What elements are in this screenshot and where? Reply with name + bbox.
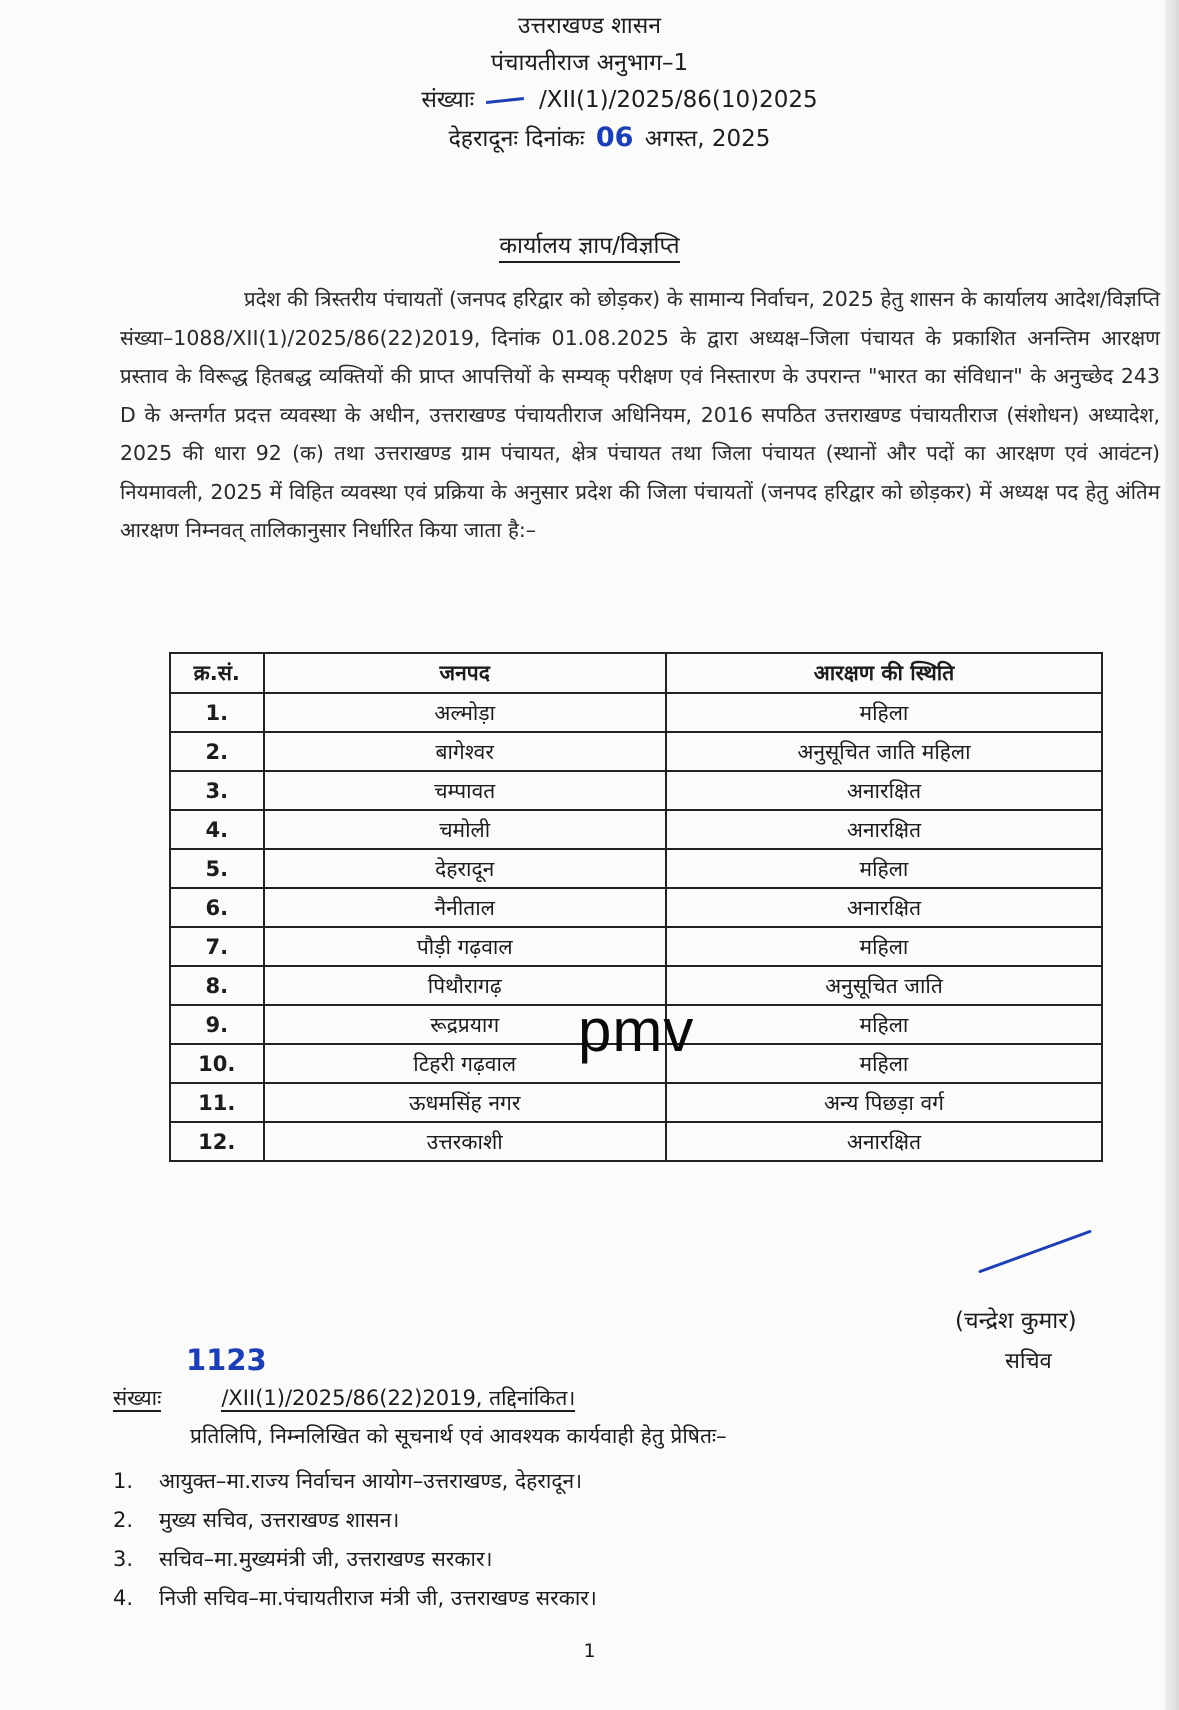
cell-status: अनुसूचित जाति महिला xyxy=(666,732,1102,771)
government-name: उत्तराखण्ड शासन xyxy=(517,13,662,39)
list-number: 4. xyxy=(113,1586,134,1610)
copy-list xyxy=(113,1462,597,1618)
cell-district: अल्मोड़ा xyxy=(264,693,666,732)
cell-sn: 7. xyxy=(170,927,264,966)
list-item xyxy=(113,1501,597,1540)
table-row xyxy=(170,810,1102,849)
cell-district: चमोली xyxy=(264,810,666,849)
cell-status: महिला xyxy=(666,1044,1102,1083)
list-text: आयुक्त–मा.राज्य निर्वाचन आयोग–उत्तराखण्ड, देहरादून। xyxy=(159,1469,583,1493)
cell-sn: 8. xyxy=(170,966,264,1005)
cell-sn: 11. xyxy=(170,1083,264,1122)
cell-sn: 10. xyxy=(170,1044,264,1083)
cell-status: अनारक्षित xyxy=(666,771,1102,810)
copy-ref-label: संख्याः xyxy=(113,1386,162,1410)
cell-sn: 2. xyxy=(170,732,264,771)
cell-sn: 1. xyxy=(170,693,264,732)
table-row xyxy=(170,849,1102,888)
list-item xyxy=(113,1540,597,1579)
signer-name: (चन्द्रेश कुमार) xyxy=(955,1308,1077,1334)
table-row xyxy=(170,1122,1102,1161)
header-status: आरक्षण की स्थिति xyxy=(666,653,1102,693)
cell-district: चम्पावत xyxy=(264,771,666,810)
list-item xyxy=(113,1579,597,1618)
cell-district: उत्तरकाशी xyxy=(264,1122,666,1161)
header-sn: क्र.सं. xyxy=(170,653,264,693)
handwritten-date: 06 xyxy=(595,122,634,153)
cell-district: नैनीताल xyxy=(264,888,666,927)
cell-sn: 4. xyxy=(170,810,264,849)
cell-status: अनुसूचित जाति xyxy=(666,966,1102,1005)
reservation-table xyxy=(169,652,1103,1162)
cell-status: महिला xyxy=(666,927,1102,966)
table-row xyxy=(170,693,1102,732)
table-row xyxy=(170,927,1102,966)
subject-text: कार्यालय ज्ञाप/विज्ञप्ति xyxy=(499,233,679,263)
date-rest: अगस्त, 2025 xyxy=(644,126,771,152)
watermark-text: pmv xyxy=(578,997,695,1064)
cell-district: रूद्रप्रयाग xyxy=(264,1005,666,1044)
list-text: निजी सचिव–मा.पंचायतीराज मंत्री जी, उत्तराखण्ड सरकार। xyxy=(159,1586,597,1610)
number-label: संख्याः xyxy=(421,87,475,113)
list-number: 1. xyxy=(113,1469,134,1493)
list-item xyxy=(113,1462,597,1501)
cell-district: पिथौरागढ़ xyxy=(264,966,666,1005)
handwritten-dash xyxy=(486,97,524,104)
cell-sn: 12. xyxy=(170,1122,264,1161)
cell-status: अनारक्षित xyxy=(666,810,1102,849)
list-text: मुख्य सचिव, उत्तराखण्ड शासन। xyxy=(159,1508,400,1532)
cell-status: महिला xyxy=(666,849,1102,888)
cell-sn: 3. xyxy=(170,771,264,810)
list-text: सचिव–मा.मुख्यमंत्री जी, उत्तराखण्ड सरकार। xyxy=(159,1547,493,1571)
cell-sn: 9. xyxy=(170,1005,264,1044)
list-number: 2. xyxy=(113,1508,134,1532)
cell-district: ऊधमसिंह नगर xyxy=(264,1083,666,1122)
cell-district: टिहरी गढ़वाल xyxy=(264,1044,666,1083)
letter-number xyxy=(60,82,1179,119)
cell-status: अनारक्षित xyxy=(666,888,1102,927)
signature-stroke xyxy=(978,1230,1092,1274)
cell-district: बागेश्वर xyxy=(264,732,666,771)
department-name: पंचायतीराज अनुभाग–1 xyxy=(490,50,689,76)
table-row xyxy=(170,732,1102,771)
page-number: 1 xyxy=(583,1640,596,1662)
number-value: /XII(1)/2025/86(10)2025 xyxy=(538,87,818,113)
body-paragraph: प्रदेश की त्रिस्तरीय पंचायतों (जनपद हरिद्वार को छोड़कर) के सामान्य निर्वाचन, 2025 हेतु शासन के कार्यालय आदेश/विज्ञप्ति संख्या–1088/XII(1)/2025/86(22)2019, दिनांक 01.08.2025 के द्वारा अध्यक्ष–जिला पंचायत के प्रकाशित अनन्तिम आरक्षण प्रस्ताव के विरूद्ध हितबद्ध व्यक्तियों की प्राप्त आपत्तियों के सम्यक् परीक्षण एवं निस्तारण के उपरान्त "भारत का संविधान" के अनुच्छेद 243 D के अन्तर्गत प्रदत्त व्यवस्था के अधीन, उत्तराखण्ड पंचायतीराज अधिनियम, 2016 सपठित उत्तराखण्ड पंचायतीराज (संशोधन) अध्यादेश, 2025 की धारा 92 (क) तथा उत्तराखण्ड ग्राम पंचायत, क्षेत्र पंचायत तथा जिला पंचायत (स्थानों और पदों का आरक्षण एवं आवंटन) नियमावली, 2025 में विहित व्यवस्था एवं प्रक्रिया के अनुसार प्रदेश की जिला पंचायतों (जनपद हरिद्वार को छोड़कर) में अध्यक्ष पद हेतु अंतिम आरक्षण निम्नवत् तालिकानुसार निर्धारित किया जाता है:– xyxy=(120,287,1160,542)
copy-ref-value: /XII(1)/2025/86(22)2019, तद्दिनांकित। xyxy=(221,1386,576,1410)
list-number: 3. xyxy=(113,1547,134,1571)
cell-status: अनारक्षित xyxy=(666,1122,1102,1161)
letter-header xyxy=(0,8,1179,156)
copy-intro: प्रतिलिपि, निम्नलिखित को सूचनार्थ एवं आवश्यक कार्यवाही हेतु प्रेषितः– xyxy=(190,1424,727,1448)
handwritten-copy-number: 1123 xyxy=(186,1343,267,1377)
cell-status: महिला xyxy=(666,1005,1102,1044)
table-header-row xyxy=(170,653,1102,693)
place-date-label: देहरादूनः दिनांकः xyxy=(448,126,585,152)
copy-reference xyxy=(113,1384,575,1412)
table-row xyxy=(170,1083,1102,1122)
header-district: जनपद xyxy=(264,653,666,693)
place-date xyxy=(40,119,1179,156)
cell-status: महिला xyxy=(666,693,1102,732)
cell-sn: 6. xyxy=(170,888,264,927)
table-row xyxy=(170,888,1102,927)
cell-status: अन्य पिछड़ा वर्ग xyxy=(666,1083,1102,1122)
cell-district: देहरादून xyxy=(264,849,666,888)
table-row xyxy=(170,771,1102,810)
cell-district: पौड़ी गढ़वाल xyxy=(264,927,666,966)
signer-designation: सचिव xyxy=(1005,1349,1052,1374)
subject-heading xyxy=(0,228,1179,260)
cell-sn: 5. xyxy=(170,849,264,888)
